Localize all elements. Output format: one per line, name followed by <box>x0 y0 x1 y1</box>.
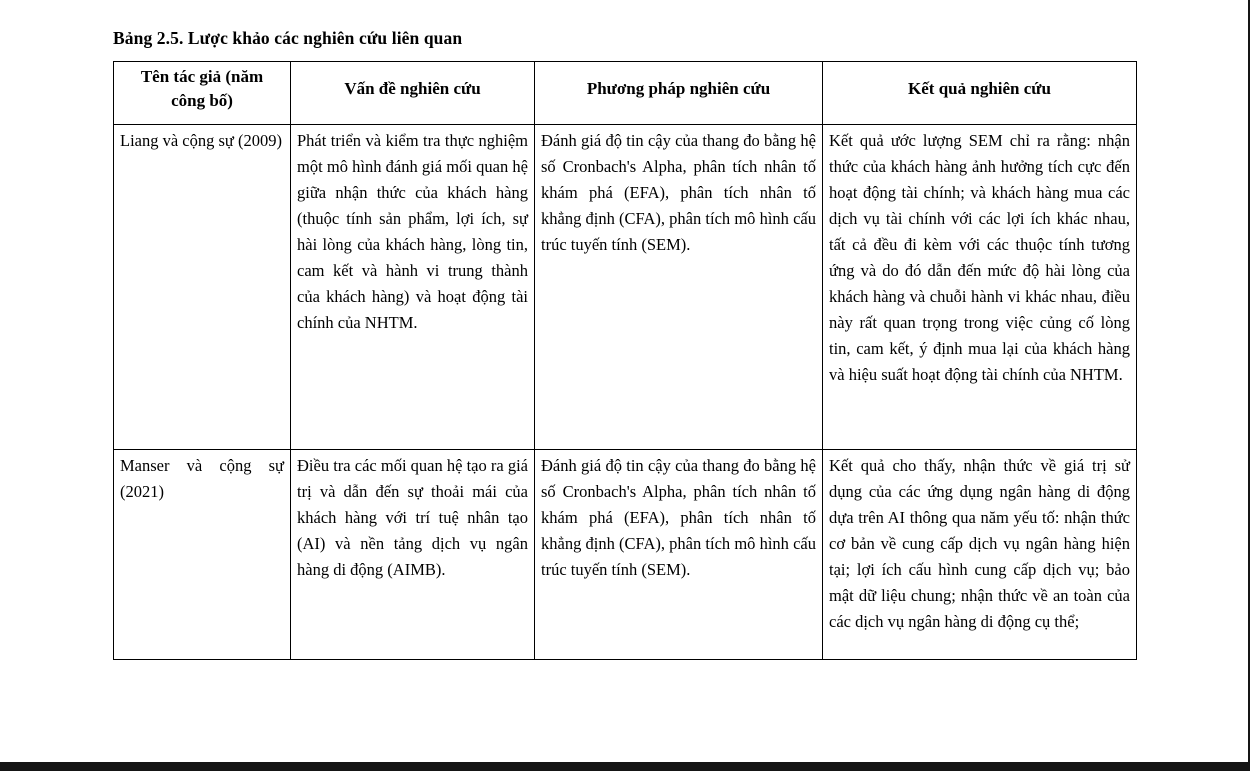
table-caption: Bảng 2.5. Lược khảo các nghiên cứu liên quan <box>113 28 463 48</box>
header-problem: Vấn đề nghiên cứu <box>291 62 535 125</box>
cell-problem: Điều tra các mối quan hệ tạo ra giá trị và dẫn đến sự thoải mái của khách hàng với trí tuệ nhân tạo (AI) và nền tảng dịch vụ ngân hàng di động (AIMB). <box>291 450 535 660</box>
table-header <box>114 62 1137 125</box>
table-row <box>114 125 1137 450</box>
cell-author: Manser và cộng sự (2021) <box>114 450 291 660</box>
literature-review-table <box>113 61 1137 660</box>
window-bottom-edge <box>0 762 1250 771</box>
cell-method: Đánh giá độ tin cậy của thang đo bằng hệ số Cronbach's Alpha, phân tích nhân tố khám phá (EFA), phân tích nhân tố khẳng định (CFA), phân tích mô hình cấu trúc tuyến tính (SEM). <box>535 450 823 660</box>
header-author: Tên tác giả (năm công bố) <box>114 62 291 125</box>
cell-problem: Phát triển và kiểm tra thực nghiệm một mô hình đánh giá mối quan hệ giữa nhận thức của khách hàng (thuộc tính sản phẩm, lợi ích, sự hài lòng của khách hàng, lòng tin, cam kết và hành vi trung thành của khách hàng) và hoạt động tài chính của NHTM. <box>291 125 535 450</box>
table-row <box>114 450 1137 660</box>
header-result: Kết quả nghiên cứu <box>823 62 1137 125</box>
cell-method: Đánh giá độ tin cậy của thang đo bằng hệ số Cronbach's Alpha, phân tích nhân tố khám phá (EFA), phân tích nhân tố khẳng định (CFA), phân tích mô hình cấu trúc tuyến tính (SEM). <box>535 125 823 450</box>
cell-author: Liang và cộng sự (2009) <box>114 125 291 450</box>
cell-result: Kết quả ước lượng SEM chỉ ra rằng: nhận thức của khách hàng ảnh hưởng tích cực đến hoạt động tài chính; và khách hàng mua các dịch vụ tài chính với các lợi ích khác nhau, tất cả đều đi kèm với các thuộc tính tương ứng và do đó dẫn đến mức độ hài lòng của khách hàng và chuỗi hành vi khác nhau, điều này rất quan trọng trong việc củng cố lòng tin, cam kết, ý định mua lại của khách hàng và hiệu suất hoạt động tài chính của NHTM. <box>823 125 1137 450</box>
cell-result: Kết quả cho thấy, nhận thức về giá trị sử dụng của các ứng dụng ngân hàng di động dựa trên AI thông qua năm yếu tố: nhận thức cơ bản về cung cấp dịch vụ ngân hàng hiện tại; lợi ích cấu hình cung cấp dịch vụ; bảo mật dữ liệu chung; nhận thức về an toàn của các dịch vụ ngân hàng di động cụ thể; <box>823 450 1137 660</box>
header-row <box>114 62 1137 125</box>
header-method: Phương pháp nghiên cứu <box>535 62 823 125</box>
